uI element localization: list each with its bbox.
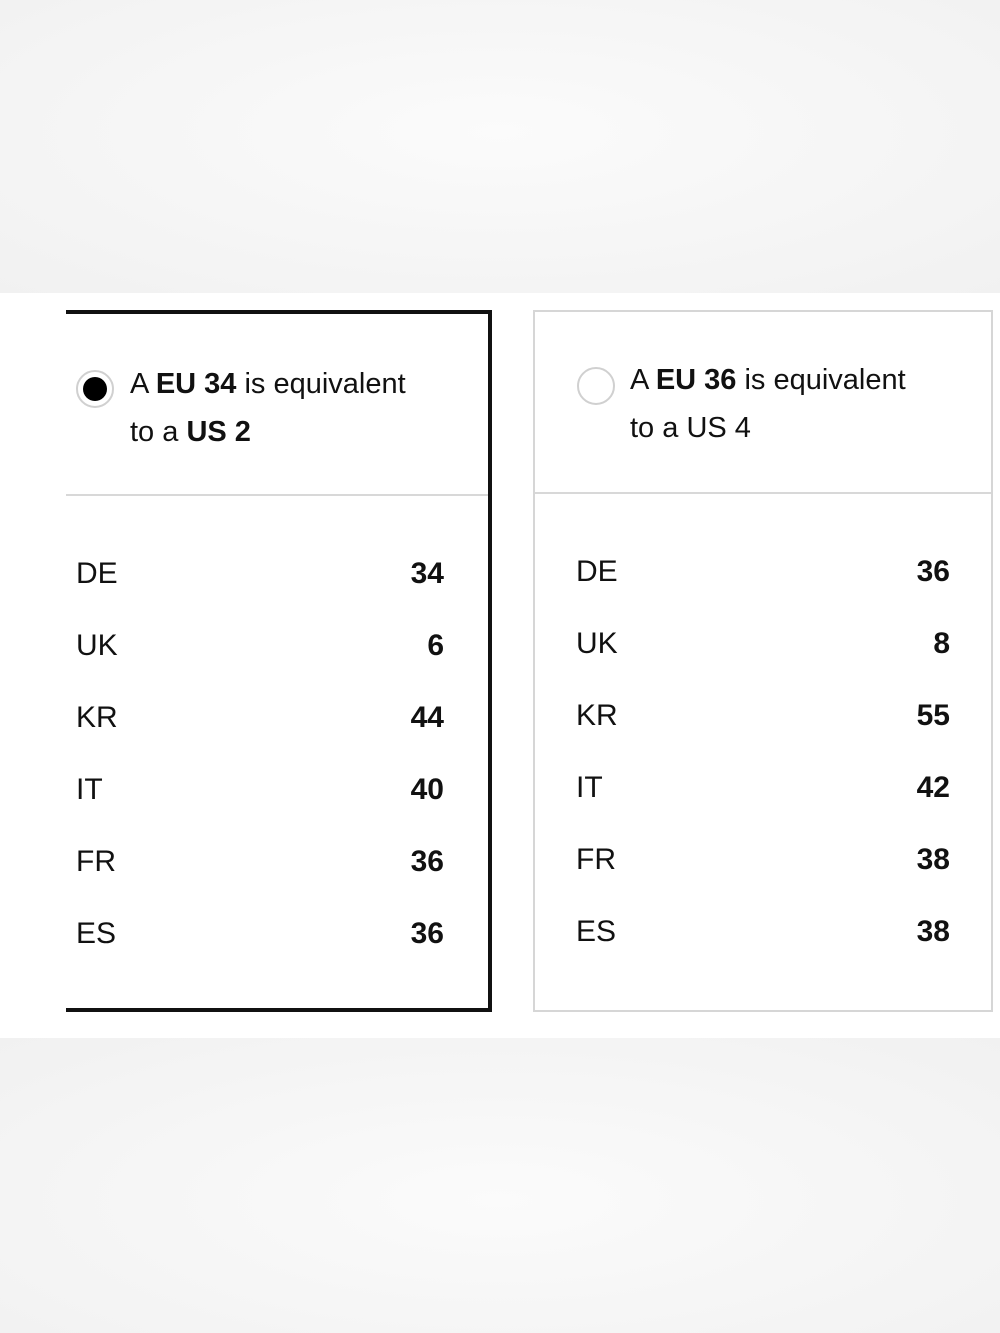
size-value: 42 — [916, 771, 950, 804]
country-code: FR — [576, 843, 616, 876]
radio-button-selected[interactable] — [76, 370, 114, 408]
us-size-label: US 4 — [686, 412, 751, 444]
size-value: 36 — [916, 555, 950, 588]
country-code: DE — [76, 557, 118, 590]
size-value: 36 — [410, 917, 444, 950]
conversion-row-kr — [76, 698, 444, 738]
conversion-row-de — [76, 554, 444, 594]
conversion-row-es — [76, 914, 444, 954]
us-size-label: US 2 — [186, 416, 251, 448]
conversion-row-de — [576, 552, 950, 592]
size-option-card-eu36[interactable] — [533, 310, 993, 1012]
size-option-header[interactable] — [535, 312, 991, 494]
size-value: 8 — [933, 627, 950, 660]
eu-size-label: EU 36 — [655, 364, 737, 396]
country-code: IT — [576, 771, 603, 804]
size-value: 6 — [427, 629, 444, 662]
country-code: KR — [576, 699, 618, 732]
size-equivalence-text: A EU 34 is equivalent to a US 2 — [130, 368, 406, 448]
country-code: IT — [76, 773, 103, 806]
background-top — [0, 0, 1000, 293]
conversion-row-uk — [576, 624, 950, 664]
size-value: 36 — [410, 845, 444, 878]
size-value: 55 — [916, 699, 950, 732]
conversion-row-fr — [76, 842, 444, 882]
size-option-header[interactable] — [66, 314, 488, 496]
conversion-row-kr — [576, 696, 950, 736]
conversion-row-it — [576, 768, 950, 808]
size-equivalence-text: A EU 36 is equivalent to a US 4 — [630, 364, 906, 444]
size-value: 38 — [916, 843, 950, 876]
conversion-row-fr — [576, 840, 950, 880]
size-value: 44 — [410, 701, 444, 734]
conversion-row-es — [576, 912, 950, 952]
conversion-row-uk — [76, 626, 444, 666]
size-value: 40 — [410, 773, 444, 806]
eu-size-label: EU 34 — [155, 368, 237, 400]
radio-dot-icon — [83, 377, 107, 401]
country-code: UK — [76, 629, 118, 662]
size-value: 38 — [916, 915, 950, 948]
country-code: FR — [76, 845, 116, 878]
country-code: ES — [76, 917, 117, 950]
country-code: UK — [576, 627, 618, 660]
background-bottom — [0, 1038, 1000, 1333]
size-value: 34 — [410, 557, 444, 590]
size-option-card-eu34[interactable] — [66, 310, 492, 1012]
country-code: DE — [576, 555, 618, 588]
radio-button-unselected[interactable] — [577, 367, 615, 405]
conversion-row-it — [76, 770, 444, 810]
country-code: ES — [576, 915, 617, 948]
country-code: KR — [76, 701, 118, 734]
